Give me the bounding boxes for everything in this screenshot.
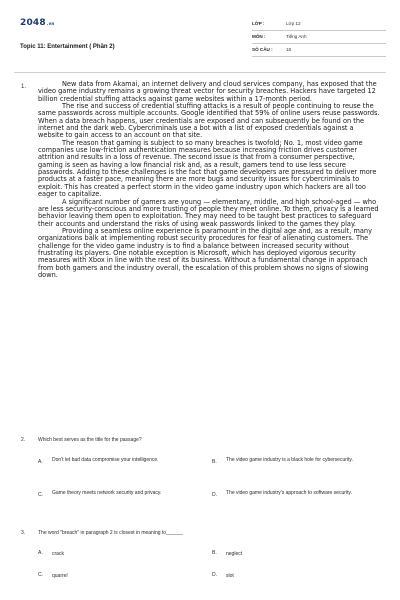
brand-logo (20, 18, 54, 28)
question-number: 3. (21, 530, 26, 536)
option-text: The video game industry is a black hole for cybersecurity. (226, 457, 353, 463)
passage-paragraph: A significant number of gamers are young — elementary, middle, and high school-aged — who are less security-conscious and more trusting of people they meet online. To them, privacy is a learned behavior leaving them open to exploitation. They may need to be taught best practices to safeguard their accounts and understand the risks of using weak passwords linked to the games they play. (38, 197, 379, 228)
option-text: quarrel (52, 573, 68, 579)
option-letter: C. (38, 572, 43, 578)
meta-key: SỐ CÂU : (252, 47, 273, 52)
reading-passage (38, 81, 380, 279)
page-header (20, 14, 385, 64)
meta-value: Lớp 12 (286, 21, 301, 26)
question-text: The word "breach" in paragraph 2 is closest in meaning to______ (38, 530, 183, 536)
option-text: Don't let bad data compromise your intelligence. (52, 457, 159, 463)
meta-value: Tiếng Anh (286, 34, 307, 39)
option-letter: A. (38, 550, 43, 556)
passage-paragraph: Providing a seamless online experience is paramount in the digital age and, as a result, many organizations balk at implementing robust security procedures for fear of alienating customers. The challenge for the video game industry is to find a balance between increased security without frustrating its players. One notable exception is Microsoft, which has deployed vigorous security measures with Xbox in line with the rest of its business. Without a fundamental change in approach from both gamers and the industry overall, the escalation of this problem shows no signs of slowing down. (38, 226, 372, 279)
meta-row-subject (252, 31, 386, 44)
option-letter: B. (212, 550, 217, 556)
option-text: Game theory meets network security and privacy. (52, 490, 162, 496)
passage-paragraph: The rise and success of credential stuffing attacks is a result of people continuing to reuse the same passwords across multiple accounts. Google identified that 59% of online users reuse passwords. When a data breach happens, user credentials are exposed and can subsequently be found on the internet and the dark web. Cybercriminals use a bot with a list of exposed credentials against a website to gain access to an account on that site. (38, 102, 380, 140)
option-letter: B. (212, 459, 217, 465)
meta-key: LỚP : (252, 21, 265, 26)
option-text: neglect (226, 551, 243, 557)
brand-suffix: .vn (46, 21, 55, 26)
meta-key: MÔN : (252, 34, 266, 39)
question-number: 2. (21, 437, 26, 443)
brand-name: 2048 (20, 18, 46, 28)
option-letter: D. (212, 492, 217, 498)
meta-table (252, 18, 386, 57)
option-text: The video game industry's approach to software security. (226, 490, 352, 496)
option-text: crack (52, 551, 64, 557)
topic-title: Topic 11: Entertainment ( Phần 2) (20, 44, 115, 50)
passage-paragraph: The reason that gaming is subject to so many breaches is twofold; No. 1, most video game companies use low-friction authentication measures because increasing friction drives customer attrition and results in a loss of revenue. The second issue is that from a consumer perspective, gaming is seen as having a low financial risk and, as a result, gamers tend to use less secure passwords. Adding to these challenges is the fact that game developers are pressured to deliver more products at a faster pace, meaning there are more bugs and security issues for cybercriminals to exploit. This has created a perfect storm in the video game industry upon which hackers are all too eager to capitalize. (38, 138, 377, 199)
question-number: 1. (21, 84, 27, 90)
question-text: Which best serves as the title for the passage? (38, 437, 142, 443)
option-letter: C. (38, 492, 43, 498)
option-letter: D. (212, 572, 217, 578)
option-text: slot (226, 573, 234, 579)
meta-value: 18 (286, 47, 292, 52)
header-divider (14, 72, 386, 73)
option-letter: A. (38, 459, 43, 465)
meta-row-count (252, 44, 386, 57)
meta-row-class (252, 18, 386, 31)
passage-paragraph: New data from Akamai, an internet delivery and cloud services company, has exposed that the video game industry remains a growing threat vector for security breaches. Hackers have targeted 12 billion credential stuffing attacks against game websites within a 17-month period. (38, 80, 377, 103)
